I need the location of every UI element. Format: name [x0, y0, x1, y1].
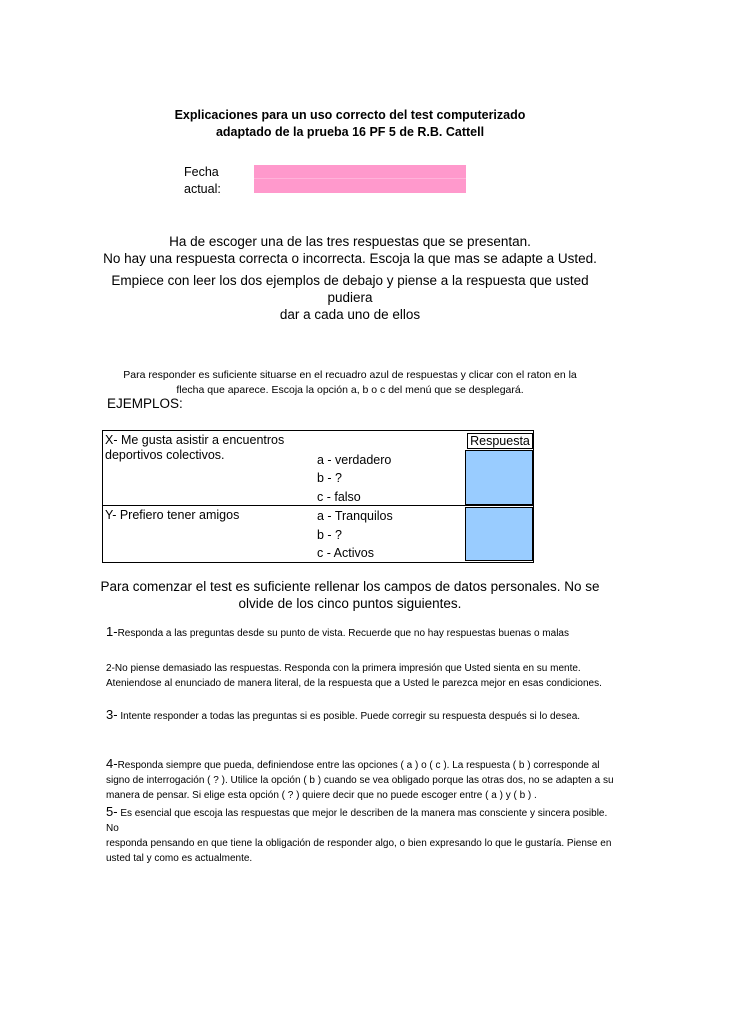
- point-4: [106, 756, 616, 803]
- example-x-line-2: deportivos colectivos.: [105, 448, 225, 462]
- point-1: [106, 624, 616, 641]
- example-x-option-c: c - falso: [317, 490, 361, 504]
- point-5-line-1: Es esencial que escoja las respuestas que mejor le describen de la manera mas consciente y sincera posible. No: [106, 808, 608, 834]
- ejemplos-heading: EJEMPLOS:: [107, 396, 183, 411]
- title-line-2: adaptado de la prueba 16 PF 5 de R.B. Cattell: [215, 125, 485, 139]
- point-5-line-2: responda pensando en que tiene la obligación de responder algo, o bien expresando lo que le gustaría. Piense en: [106, 838, 612, 849]
- fecha-label-line-2: actual:: [184, 182, 221, 196]
- instruction-1-line-2: No hay una respuesta correcta o incorrecta. Escoja la que mas se adapte a Usted.: [103, 251, 597, 266]
- point-3: [106, 707, 616, 724]
- example-y-option-c: c - Activos: [317, 546, 374, 560]
- example-x-question: [105, 433, 284, 463]
- instruction-3-line-1: Para responder es suficiente situarse en el recuadro azul de respuestas y clicar con el raton en la: [123, 369, 577, 381]
- example-y-option-b: b - ?: [317, 528, 343, 542]
- point-3-text: Intente responder a todas las preguntas si es posible. Puede corregir su respuesta después si lo desea.: [117, 711, 581, 722]
- example-x-line-1: X- Me gusta asistir a encuentros: [105, 433, 285, 447]
- comenzar-paragraph: [100, 578, 600, 612]
- point-3-number: 3-: [106, 707, 118, 722]
- examples-table: [102, 430, 534, 563]
- point-2-line-2: Ateniendose al enunciado de manera literal, de la respuesta que a Usted le parezca mejor en esas condiciones.: [106, 678, 602, 689]
- instruction-1-line-1: Ha de escoger una de las tres respuestas que se presentan.: [169, 234, 531, 249]
- example-x-option-b: b - ?: [317, 471, 343, 485]
- instruction-paragraph-3: [100, 368, 600, 398]
- title-line-1: Explicaciones para un uso correcto del test computerizado: [174, 108, 526, 122]
- point-2: [106, 661, 616, 691]
- point-4-line-2: signo de interrogación ( ? ). Utilice la opción ( b ) cuando se vea obligado porque las otras dos, no se adapten a su: [106, 775, 614, 786]
- example-x-response-cell[interactable]: [465, 450, 533, 505]
- point-4-number: 4-: [106, 756, 118, 771]
- instruction-paragraph-2: [100, 272, 600, 323]
- point-5-line-3: usted tal y como es actualmente.: [106, 853, 253, 864]
- point-1-text: Responda a las preguntas desde su punto de vista. Recuerde que no hay respuestas buenas o malas: [117, 628, 569, 639]
- comenzar-line-2: olvide de los cinco puntos siguientes.: [238, 596, 462, 611]
- point-5: [106, 804, 616, 866]
- instruction-3-line-2: flecha que aparece. Escoja la opción a, b o c del menú que se desplegará.: [176, 384, 524, 396]
- example-x-option-a: a - verdadero: [317, 453, 392, 467]
- example-y-question: Y- Prefiero tener amigos: [105, 508, 240, 522]
- comenzar-line-1: Para comenzar el test es suficiente rellenar los campos de datos personales. No se: [100, 579, 600, 594]
- example-y-option-a: a - Tranquilos: [317, 509, 393, 523]
- fecha-label-line-1: Fecha: [184, 165, 219, 179]
- table-divider: [103, 505, 533, 506]
- instruction-2-line-2: dar a cada uno de ellos: [279, 307, 421, 322]
- fecha-input[interactable]: [254, 165, 466, 193]
- respuesta-header: Respuesta: [467, 433, 533, 449]
- example-y-response-cell[interactable]: [465, 507, 533, 561]
- point-1-number: 1-: [106, 624, 118, 639]
- point-2-line-1: 2-No piense demasiado las respuestas. Responda con la primera impresión que Usted sienta en su mente.: [106, 663, 581, 674]
- page-title: [100, 107, 600, 141]
- instruction-paragraph-1: [100, 233, 600, 267]
- fecha-label: [184, 164, 221, 198]
- point-5-number: 5-: [106, 804, 118, 819]
- point-4-line-3: manera de pensar. Si elige esta opción ( ? ) quiere decir que no puede escoger entre ( a ) y ( b ) .: [106, 790, 537, 801]
- instruction-2-line-1: Empiece con leer los dos ejemplos de debajo y piense a la respuesta que usted pudiera: [111, 273, 589, 305]
- point-4-line-1: Responda siempre que pueda, definiendose entre las opciones ( a ) o ( c ). La respuesta ( b ) corresponde al: [117, 760, 600, 771]
